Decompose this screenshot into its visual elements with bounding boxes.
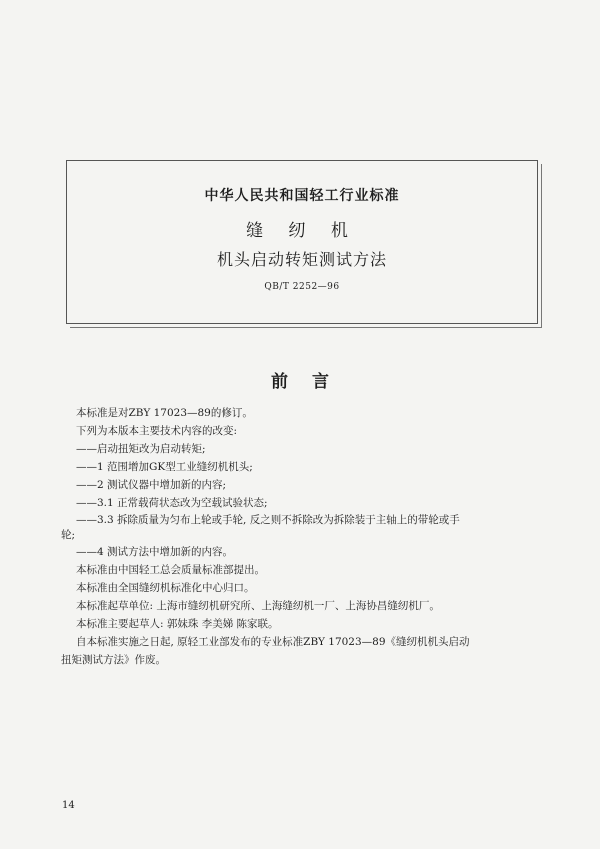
standard-number: QB/T 2252—96 xyxy=(264,282,340,292)
foreword-line: 本标准起草单位: 上海市缝纫机研究所、上海缝纫机一厂、上海协昌缝纫机厂。 xyxy=(76,600,440,612)
standard-header-box xyxy=(66,160,538,324)
foreword-heading: 前言 xyxy=(271,372,353,392)
foreword-line: 本标准是对ZBY 17023—89的修订。 xyxy=(76,407,253,419)
standard-title-line-2: 机头启动转矩测试方法 xyxy=(216,250,387,269)
foreword-line: ——4 测试方法中增加新的内容。 xyxy=(76,546,234,558)
foreword-line: 轮; xyxy=(61,529,76,541)
page-number: 14 xyxy=(62,800,75,811)
foreword-line: ——启动扭矩改为启动转矩; xyxy=(76,443,206,455)
standard-title-line-1: 缝 纫 机 xyxy=(246,221,358,241)
foreword-line: ——3.1 正常载荷状态改为空载试验状态; xyxy=(76,497,268,509)
foreword-line: ——2 测试仪器中增加新的内容; xyxy=(76,479,227,491)
foreword-line: 本标准主要起草人: 郭妹珠 李美娣 陈家联。 xyxy=(76,618,279,630)
foreword-line: 本标准由中国轻工总会质量标准部提出。 xyxy=(76,564,265,576)
foreword-line: ——3.3 拆除质量为匀布上轮或手轮, 反之则不拆除改为拆除装于主轴上的带轮或手 xyxy=(76,514,460,526)
foreword-line: 下列为本版本主要技术内容的改变: xyxy=(76,425,238,437)
foreword-line: 自本标准实施之日起, 原轻工业部发布的专业标准ZBY 17023—89《缝纫机机头启动 xyxy=(76,636,470,648)
industry-standard-label: 中华人民共和国轻工行业标准 xyxy=(204,188,400,204)
foreword-line: ——1 范围增加GK型工业缝纫机机头; xyxy=(76,461,253,473)
foreword-line: 本标准由全国缝纫机标准化中心归口。 xyxy=(76,582,255,594)
foreword-line: 扭矩测试方法》作废。 xyxy=(61,654,166,666)
